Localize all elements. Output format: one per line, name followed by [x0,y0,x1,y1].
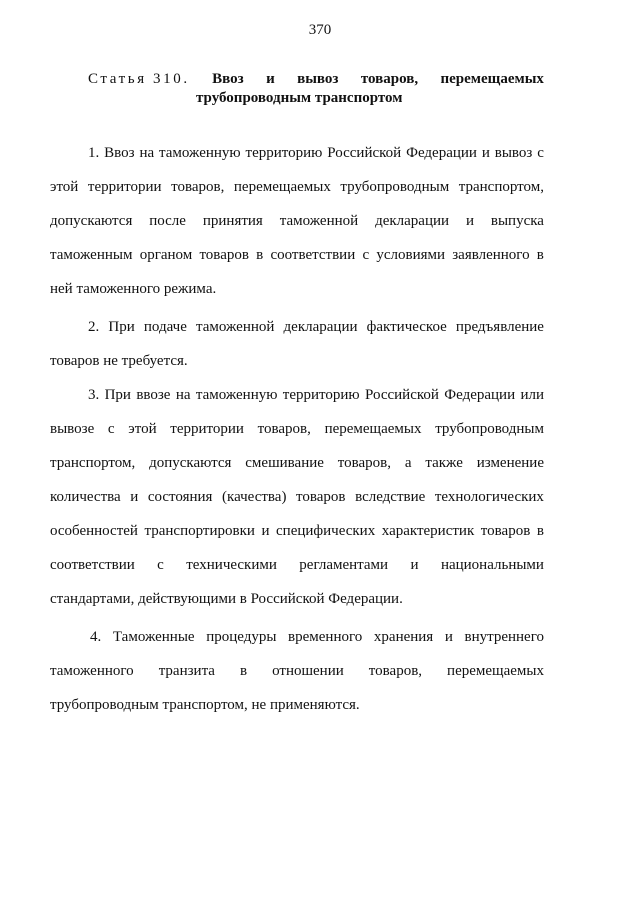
line-word: товаров [480,523,531,539]
line-word: 4. [90,629,102,645]
line-word: вследствие [355,489,426,505]
line-word: транспортом, [458,179,544,195]
line-word: смешивание [245,455,324,471]
line-word: и [481,145,490,161]
line-word: на [175,387,191,403]
line-word: ввозе [136,387,171,403]
line-word: в [536,247,544,263]
line-word: (качества) [222,489,287,505]
line-word: Российской [364,387,439,403]
paragraph-line: трубопроводным транспортом, не применяются. [50,697,360,713]
line-word: внутреннего [464,629,544,645]
paragraph-3 [50,378,544,616]
line-word: Федерации [406,145,477,161]
line-word: техническими [186,557,277,573]
line-word: таможенную [159,145,241,161]
paragraph-line [50,620,544,654]
line-word: заявленного [452,247,530,263]
paragraph-line: ней таможенного режима. [50,281,217,297]
line-word: с [157,557,164,573]
line-word: вывозе [50,421,95,437]
line-word: допускаются [50,213,133,229]
line-word: Федерации [444,387,516,403]
paragraph-2 [50,310,544,378]
line-word: товаров [199,247,249,263]
line-word: в [239,663,248,679]
line-word: товаров [296,489,346,505]
line-word: таможенную [195,387,278,403]
line-word: таможенной [279,213,359,229]
line-word: в [256,247,264,263]
line-word: Российской [327,145,402,161]
paragraph-line [50,548,544,582]
line-word: вывоз [494,145,533,161]
paragraph-line [50,170,544,204]
line-word: Таможенные [112,629,195,645]
article-title-word: вывоз [297,71,339,87]
line-word: а [404,455,412,471]
line-word: с [362,247,370,263]
line-word: технологических [434,489,544,505]
article-title-line-2: трубопроводным транспортом [196,90,403,106]
line-word: перемещаемых [233,179,331,195]
line-word: с [537,145,544,161]
line-word: специфических [276,523,376,539]
paragraph-line [50,654,544,688]
line-word: подаче [143,319,187,335]
line-word: территорию [245,145,323,161]
line-word: товаров, [171,179,225,195]
line-word: состояния [147,489,213,505]
line-word: этой [50,179,79,195]
line-word: и [444,629,453,645]
line-word: и [261,523,270,539]
article-heading-line-1 [88,70,544,89]
page-number: 370 [308,22,332,38]
line-word: характеристик [381,523,475,539]
paragraph-line [50,378,544,412]
line-word: предъявление [455,319,544,335]
line-word: перемещаемых [324,421,422,437]
line-word: территорию [282,387,360,403]
line-word: и [410,557,419,573]
line-word: органом [139,247,193,263]
line-word: допускаются [149,455,232,471]
article-heading [88,70,544,108]
line-word: отношении [272,663,344,679]
paragraph-line: стандартами, действующими в Российской Федерации. [50,591,403,607]
line-word: территории [87,179,162,195]
paragraph-line [50,412,544,446]
line-word: соответствии [270,247,356,263]
line-word: временного [288,629,363,645]
paragraph-line [50,446,544,480]
paragraph-line [50,310,544,344]
line-word: на [139,145,155,161]
line-word: регламентами [299,557,389,573]
line-word: или [520,387,544,403]
line-word: товаров, [257,421,311,437]
article-label: Статья 310. [88,71,190,87]
line-word: условиями [376,247,446,263]
line-word: перемещаемых [447,663,544,679]
line-word: трубопроводным [340,179,450,195]
line-word: соответствии [50,557,135,573]
line-word: таможенной [196,319,275,335]
line-word: трубопроводным [435,421,544,437]
line-word: фактическое [366,319,447,335]
paragraph-line: товаров не требуется. [50,353,188,369]
line-word: товаров, [368,663,423,679]
line-word: транспортом, [50,455,136,471]
line-word: товаров, [337,455,391,471]
paragraph-line [50,514,544,548]
line-word: декларации [283,319,358,335]
paragraph-4 [50,620,544,722]
line-word: декларации [375,213,450,229]
line-word: При [104,387,131,403]
article-title-word: товаров, [360,71,419,87]
line-word: изменение [476,455,544,471]
article-title-word: Ввоз [212,71,244,87]
line-word: особенностей [50,523,138,539]
paragraph-line [50,238,544,272]
line-word: 1. [88,145,100,161]
line-word: принятия [202,213,263,229]
line-word: выпуска [490,213,544,229]
article-title-word: и [266,71,275,87]
line-word: количества [50,489,121,505]
line-word: и [465,213,474,229]
line-word: в [536,523,544,539]
line-word: территории [170,421,244,437]
line-word: таможенного [50,663,134,679]
line-word: таможенным [50,247,133,263]
line-word: 3. [88,387,100,403]
line-word: с [107,421,115,437]
line-word: и [130,489,139,505]
line-word: также [425,455,463,471]
line-word: Ввоз [104,145,135,161]
line-word: после [149,213,186,229]
line-word: транспортировки [144,523,255,539]
line-word: процедуры [206,629,277,645]
line-word: хранения [373,629,434,645]
line-word: транзита [158,663,215,679]
line-word: национальными [440,557,544,573]
paragraph-line [50,480,544,514]
line-word: этой [128,421,157,437]
paragraph-line [50,204,544,238]
paragraph-line [50,136,544,170]
line-word: При [108,319,135,335]
paragraph-1 [50,136,544,306]
article-title-word: перемещаемых [440,71,544,87]
line-word: 2. [88,319,100,335]
